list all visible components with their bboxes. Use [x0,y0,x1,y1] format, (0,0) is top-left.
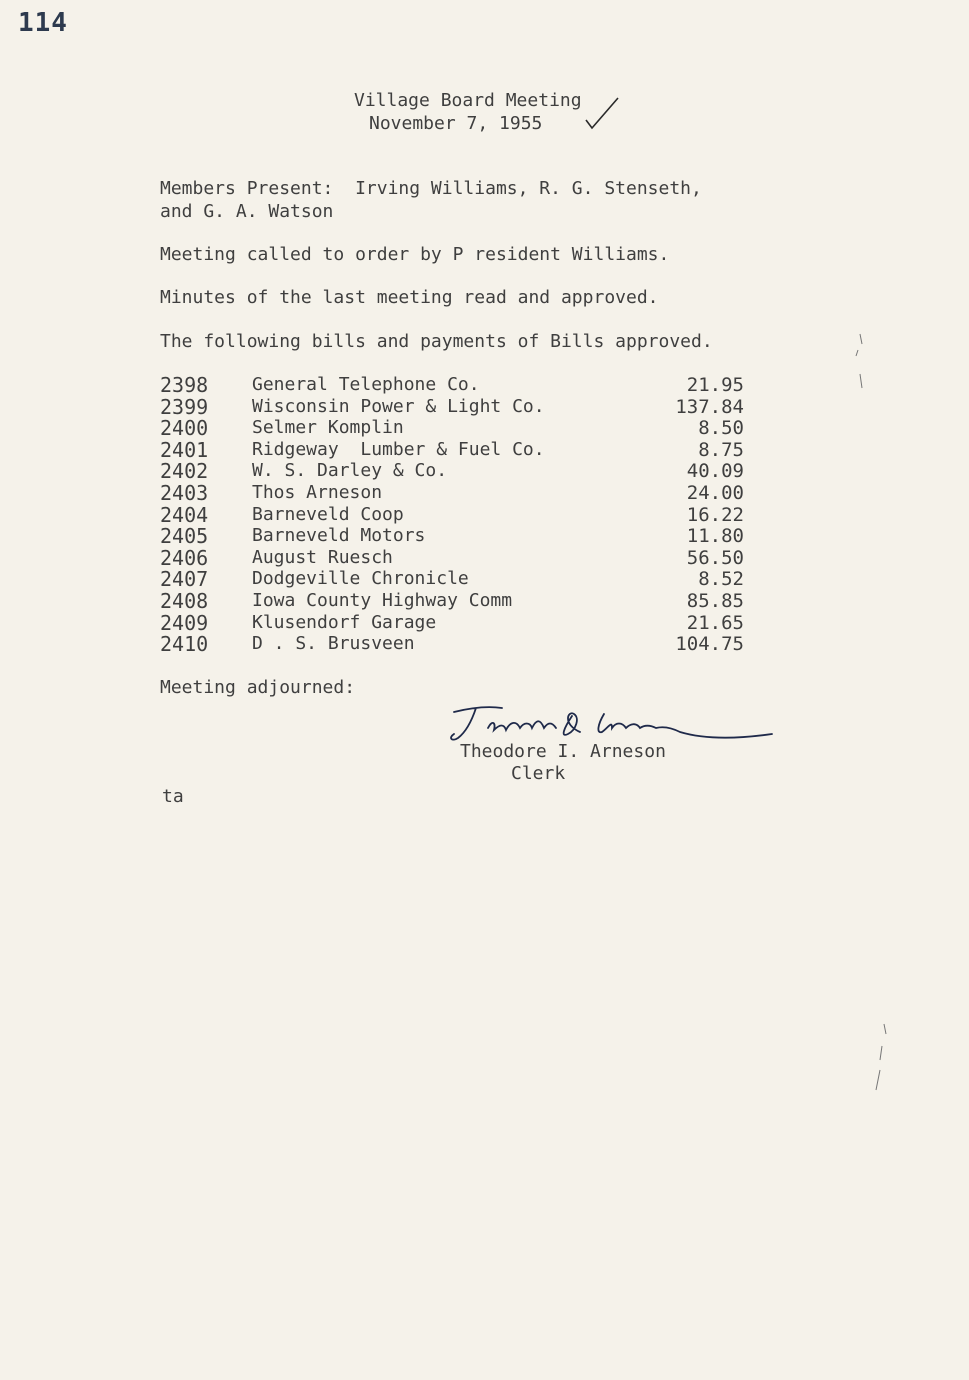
bill-payee: August Ruesch [252,546,393,568]
bill-payee: Barneveld Motors [252,525,426,547]
bill-payee: Wisconsin Power & Light Co. [252,395,545,417]
typist-initials: ta [162,786,184,807]
bill-payee: General Telephone Co. [252,374,480,395]
bill-amount: 8.75 [698,438,744,461]
bill-row [160,525,760,547]
minutes-approval: Minutes of the last meeting read and approved. [160,287,659,308]
bill-amount: 21.65 [686,611,744,634]
bills-intro: The following bills and payments of Bills approved. [160,331,713,352]
bill-row [160,504,760,526]
bill-amount: 8.50 [698,417,744,440]
margin-mark [870,1020,890,1100]
bill-row [160,633,760,655]
meeting-date: November 7, 1955 [369,113,543,134]
bill-amount: 137.84 [675,395,744,418]
bill-number: 2404 [160,502,209,527]
bill-number: 2403 [160,480,209,505]
bill-row [160,417,760,439]
bills-list [160,374,760,655]
bill-row [160,460,760,482]
check-mark-icon [582,94,622,134]
signatory-title: Clerk [511,763,566,784]
bill-number: 2407 [160,567,209,592]
signatory-name: Theodore I. Arneson [460,741,666,762]
page-number: 114 [18,8,68,38]
bill-payee: W. S. Darley & Co. [252,460,448,482]
bill-number: 2402 [160,459,209,484]
bill-row [160,439,760,461]
bill-row [160,612,760,634]
bill-payee: D . S. Brusveen [252,633,415,655]
bill-payee: Klusendorf Garage [252,611,437,633]
bill-payee: Ridgeway Lumber & Fuel Co. [252,438,545,460]
bill-row [160,547,760,569]
bill-amount: 21.95 [686,374,744,396]
bill-number: 2410 [160,632,209,657]
bill-number: 2409 [160,610,209,635]
document-title: Village Board Meeting [354,90,582,111]
members-present-line2: and G. A. Watson [160,201,334,222]
bill-amount: 56.50 [686,546,744,569]
bill-amount: 24.00 [686,481,744,504]
bill-row [160,482,760,504]
margin-mark [848,330,868,400]
bill-amount: 40.09 [686,460,744,483]
meeting-adjourned: Meeting adjourned: [160,677,356,698]
bill-number: 2405 [160,524,209,549]
bill-payee: Thos Arneson [252,481,383,503]
bill-number: 2399 [160,394,209,419]
bill-row [160,590,760,612]
bill-number: 2398 [160,373,209,397]
bill-payee: Dodgeville Chronicle [252,568,469,590]
bill-payee: Iowa County Highway Comm [252,589,513,611]
bill-row [160,396,760,418]
bill-number: 2401 [160,437,209,462]
bill-amount: 11.80 [686,525,744,548]
bill-number: 2408 [160,588,209,613]
bill-number: 2406 [160,545,209,570]
bill-number: 2400 [160,416,209,441]
bill-row [160,374,760,396]
bill-payee: Selmer Komplin [252,417,404,439]
bill-amount: 16.22 [686,503,744,526]
bill-amount: 85.85 [686,589,744,612]
bill-amount: 8.52 [698,568,744,591]
members-present-line1: Members Present: Irving Williams, R. G. Stenseth, [160,178,702,199]
bill-amount: 104.75 [675,633,744,656]
bill-row [160,568,760,590]
bill-payee: Barneveld Coop [252,503,404,525]
call-to-order: Meeting called to order by P resident Williams. [160,244,670,265]
